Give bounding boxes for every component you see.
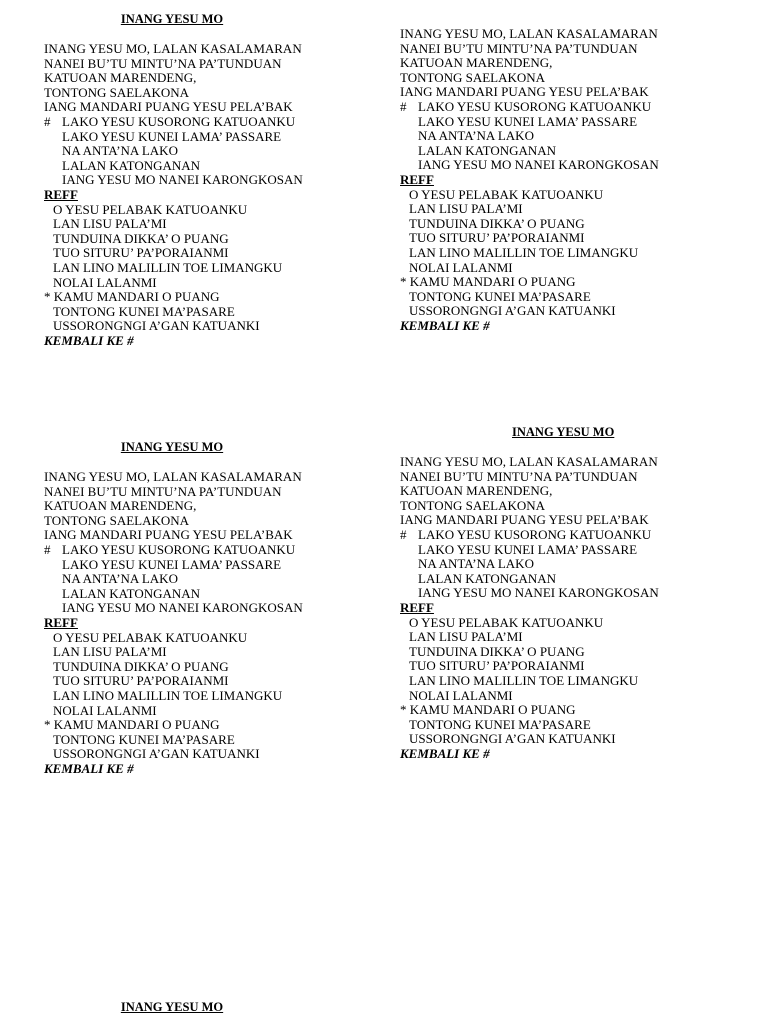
hash-line — [400, 528, 740, 543]
star-symbol: * — [44, 717, 51, 733]
song-block-bottom-right — [400, 425, 740, 761]
reff-line: NOLAI LALANMI — [409, 259, 513, 275]
back-instruction: KEMBALI KE # — [400, 317, 490, 333]
star-line — [400, 275, 740, 290]
reff-line: TUO SITURU’ PA’PORAIANMI — [409, 658, 585, 674]
verse-line: KATUOAN MARENDENG, — [44, 70, 197, 86]
reff-label: REFF — [400, 171, 434, 187]
star-symbol: * — [400, 702, 407, 718]
reff-line: TUNDUINA DIKKA’ O PUANG — [53, 658, 229, 674]
hash-line-text: LAKO YESU KUSORONG KATUOANKU — [62, 113, 296, 129]
song-title: INANG YESU MO — [120, 12, 224, 26]
verse-line: NANEI BU’TU MINTU’NA PA’TUNDUAN — [400, 40, 638, 56]
reff-line: O YESU PELABAK KATUOANKU — [53, 201, 248, 217]
hash-line: LAKO YESU KUNEI LAMA’ PASSARE — [418, 541, 638, 557]
song-title: INANG YESU MO — [120, 1000, 224, 1014]
verse-line: TONTONG SAELAKONA — [400, 69, 546, 85]
reff-line: LAN LINO MALILLIN TOE LIMANGKU — [409, 244, 639, 260]
hash-line: IANG YESU MO NANEI KARONGKOSAN — [418, 585, 659, 601]
verse-line: KATUOAN MARENDENG, — [44, 498, 197, 514]
hash-line: LAKO YESU KUNEI LAMA’ PASSARE — [62, 128, 282, 144]
hash-symbol: # — [400, 98, 407, 114]
verse-line: NANEI BU’TU MINTU’NA PA’TUNDUAN — [44, 55, 282, 71]
reff-line: LAN LINO MALILLIN TOE LIMANGKU — [409, 672, 639, 688]
reff-line: O YESU PELABAK KATUOANKU — [409, 186, 604, 202]
verse-line: KATUOAN MARENDENG, — [400, 55, 553, 71]
verse-line: IANG MANDARI PUANG YESU PELA’BAK — [400, 512, 649, 528]
star-line: TONTONG KUNEI MA’PASARE — [53, 303, 235, 319]
reff-line: TUNDUINA DIKKA’ O PUANG — [409, 643, 585, 659]
hash-line — [400, 100, 740, 115]
star-line: TONTONG KUNEI MA’PASARE — [53, 731, 235, 747]
star-symbol: * — [44, 289, 51, 305]
hash-symbol: # — [44, 113, 51, 129]
verse-line: INANG YESU MO, LALAN KASALAMARAN — [400, 454, 658, 469]
verse-line: IANG MANDARI PUANG YESU PELA’BAK — [44, 527, 293, 543]
hash-line: NA ANTA’NA LAKO — [62, 143, 178, 159]
hash-symbol: # — [44, 541, 51, 557]
verse-line: TONTONG SAELAKONA — [44, 84, 190, 100]
reff-label: REFF — [44, 614, 78, 630]
hash-line: IANG YESU MO NANEI KARONGKOSAN — [62, 600, 303, 616]
song-title: INANG YESU MO — [120, 440, 224, 454]
verse-line: INANG YESU MO, LALAN KASALAMARAN — [44, 41, 302, 56]
song-block-top-left — [44, 12, 384, 348]
star-line — [400, 703, 740, 718]
verse-line: KATUOAN MARENDENG, — [400, 483, 553, 499]
hash-line: LALAN KATONGANAN — [62, 585, 201, 601]
back-instruction: KEMBALI KE # — [44, 332, 134, 348]
star-line-text: KAMU MANDARI O PUANG — [409, 274, 576, 290]
reff-line: NOLAI LALANMI — [53, 274, 157, 290]
star-line: USSORONGNGI A’GAN KATUANKI — [409, 731, 616, 747]
star-line: TONTONG KUNEI MA’PASARE — [409, 716, 591, 732]
song-block-top-right — [400, 27, 740, 333]
hash-line: LALAN KATONGANAN — [418, 570, 557, 586]
reff-line: NOLAI LALANMI — [409, 687, 513, 703]
star-line-text: KAMU MANDARI O PUANG — [53, 717, 220, 733]
verse-line: TONTONG SAELAKONA — [44, 512, 190, 528]
verse-line: IANG MANDARI PUANG YESU PELA’BAK — [44, 99, 293, 115]
hash-line: LALAN KATONGANAN — [418, 142, 557, 158]
hash-line: LAKO YESU KUNEI LAMA’ PASSARE — [418, 113, 638, 129]
reff-line: LAN LINO MALILLIN TOE LIMANGKU — [53, 687, 283, 703]
reff-label: REFF — [400, 599, 434, 615]
star-symbol: * — [400, 274, 407, 290]
reff-line: TUNDUINA DIKKA’ O PUANG — [409, 215, 585, 231]
hash-line-text: LAKO YESU KUSORONG KATUOANKU — [418, 98, 652, 114]
star-line: USSORONGNGI A’GAN KATUANKI — [409, 303, 616, 319]
verse-line: IANG MANDARI PUANG YESU PELA’BAK — [400, 84, 649, 100]
reff-line: LAN LISU PALA’MI — [53, 644, 167, 660]
reff-line: LAN LISU PALA’MI — [53, 216, 167, 232]
star-line: TONTONG KUNEI MA’PASARE — [409, 288, 591, 304]
hash-symbol: # — [400, 526, 407, 542]
song-block-bottom-left — [44, 440, 384, 776]
verse-line: INANG YESU MO, LALAN KASALAMARAN — [44, 469, 302, 484]
star-line — [44, 718, 384, 733]
hash-line: NA ANTA’NA LAKO — [418, 128, 534, 144]
back-instruction: KEMBALI KE # — [44, 760, 134, 776]
hash-line: NA ANTA’NA LAKO — [418, 556, 534, 572]
reff-line: TUO SITURU’ PA’PORAIANMI — [53, 673, 229, 689]
reff-line: O YESU PELABAK KATUOANKU — [53, 629, 248, 645]
hash-line: NA ANTA’NA LAKO — [62, 571, 178, 587]
hash-line: LAKO YESU KUNEI LAMA’ PASSARE — [62, 556, 282, 572]
hash-line — [44, 543, 384, 558]
hash-line: IANG YESU MO NANEI KARONGKOSAN — [62, 172, 303, 188]
reff-line: TUO SITURU’ PA’PORAIANMI — [53, 245, 229, 261]
star-line: USSORONGNGI A’GAN KATUANKI — [53, 746, 260, 762]
hash-line-text: LAKO YESU KUSORONG KATUOANKU — [62, 541, 296, 557]
back-instruction: KEMBALI KE # — [400, 745, 490, 761]
reff-line: TUO SITURU’ PA’PORAIANMI — [409, 230, 585, 246]
hash-line: IANG YESU MO NANEI KARONGKOSAN — [418, 157, 659, 173]
star-line-text: KAMU MANDARI O PUANG — [53, 289, 220, 305]
reff-label: REFF — [44, 186, 78, 202]
reff-line: LAN LISU PALA’MI — [409, 201, 523, 217]
hash-line: LALAN KATONGANAN — [62, 157, 201, 173]
verse-line: NANEI BU’TU MINTU’NA PA’TUNDUAN — [44, 483, 282, 499]
verse-line: TONTONG SAELAKONA — [400, 497, 546, 513]
star-line-text: KAMU MANDARI O PUANG — [409, 702, 576, 718]
verse-line: INANG YESU MO, LALAN KASALAMARAN — [400, 26, 658, 41]
reff-line: O YESU PELABAK KATUOANKU — [409, 614, 604, 630]
hash-line-text: LAKO YESU KUSORONG KATUOANKU — [418, 526, 652, 542]
reff-line: LAN LINO MALILLIN TOE LIMANGKU — [53, 259, 283, 275]
reff-line: LAN LISU PALA’MI — [409, 629, 523, 645]
verse-line: NANEI BU’TU MINTU’NA PA’TUNDUAN — [400, 468, 638, 484]
hash-line — [44, 115, 384, 130]
reff-line: TUNDUINA DIKKA’ O PUANG — [53, 230, 229, 246]
star-line: USSORONGNGI A’GAN KATUANKI — [53, 318, 260, 334]
song-title: INANG YESU MO — [512, 425, 615, 439]
reff-line: NOLAI LALANMI — [53, 702, 157, 718]
star-line — [44, 290, 384, 305]
